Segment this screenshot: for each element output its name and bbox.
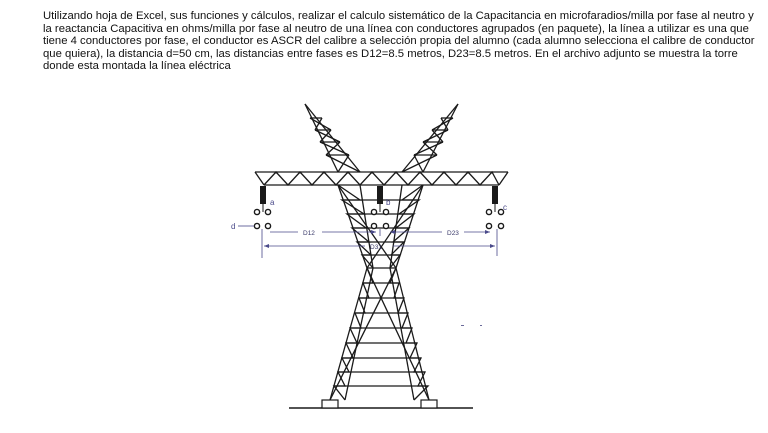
d31-label: D31 <box>370 244 382 251</box>
problem-statement: Utilizando hoja de Excel, sus funciones y cálculos, realizar el calculo sistemático de la Capacitancia en microfaradios/milla por fase al neutro y la reactancia Capacitiva en ohms/milla por fase al neutro de una línea con conductores agrupados (en paquete), la línea a utilizar es una que tiene 4 conductores por fase, el conductor es ASCR del calibre a selección propia del alumno (cada alumno selecciona el calibre de conductor que quiera), la distancia d=50 cm, las distancias entre fases es D12=8.5 metros, D23=8.5 metros. En el archivo adjunto se muestra la torre donde esta montada la línea eléctrica <box>43 10 755 73</box>
footing-right <box>421 400 437 408</box>
insulator-strings <box>260 186 498 204</box>
phase-b-label: b <box>386 198 391 207</box>
d23-label: D23 <box>447 230 459 237</box>
phase-a-label: a <box>270 198 275 207</box>
bundle-hangers <box>263 204 495 212</box>
tower-structure <box>255 104 508 400</box>
phase-c-label: c <box>503 203 507 212</box>
bundle-spacing-label: d <box>231 222 236 231</box>
stray-marks <box>461 325 482 326</box>
footing-left <box>322 400 338 408</box>
conductor-bundles <box>254 209 503 228</box>
d12-label: D12 <box>303 230 315 237</box>
